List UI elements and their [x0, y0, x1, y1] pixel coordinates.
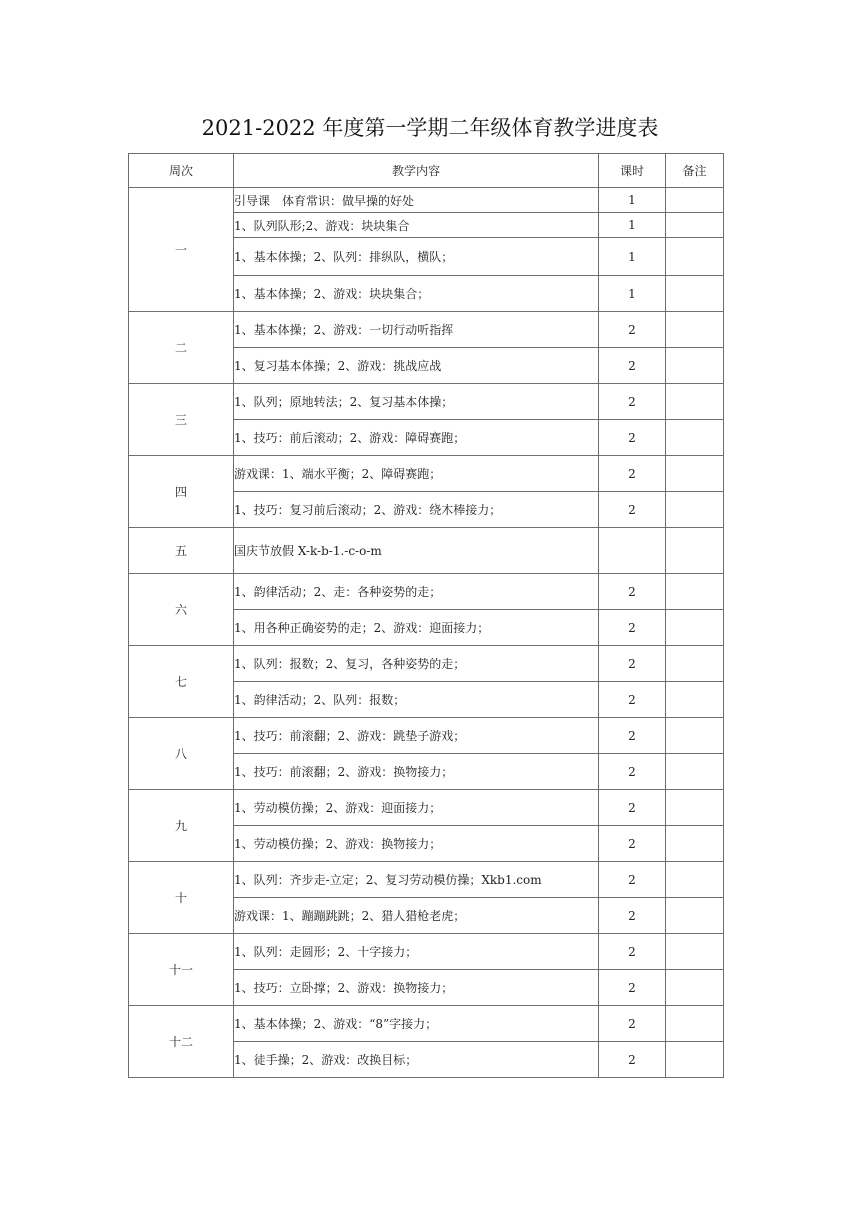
table-row	[129, 528, 724, 574]
hours-cell: 2	[599, 312, 666, 348]
note-cell	[666, 646, 724, 682]
table-row	[129, 456, 724, 492]
hours-cell: 2	[599, 970, 666, 1006]
week-cell: 三	[129, 384, 234, 456]
hours-cell: 2	[599, 718, 666, 754]
note-cell	[666, 610, 724, 646]
content-cell: 1、韵律活动；2、队列：报数；	[234, 682, 599, 718]
hours-cell: 2	[599, 1006, 666, 1042]
content-cell: 1、技巧：前滚翻；2、游戏：换物接力；	[234, 754, 599, 790]
week-cell: 二	[129, 312, 234, 384]
note-cell	[666, 238, 724, 276]
note-cell	[666, 682, 724, 718]
hours-cell: 2	[599, 754, 666, 790]
table-row	[129, 188, 724, 213]
hours-cell: 1	[599, 188, 666, 213]
content-cell: 1、劳动模仿操；2、游戏：换物接力；	[234, 826, 599, 862]
week-cell: 八	[129, 718, 234, 790]
note-cell	[666, 188, 724, 213]
hours-cell: 2	[599, 682, 666, 718]
note-cell	[666, 970, 724, 1006]
note-cell	[666, 384, 724, 420]
content-cell: 1、队列队形;2、游戏：块块集合	[234, 213, 599, 238]
header-note: 备注	[666, 154, 724, 188]
content-cell: 1、基本体操；2、游戏：“8”字接力；	[234, 1006, 599, 1042]
note-cell	[666, 1006, 724, 1042]
content-cell: 1、技巧：立卧撑；2、游戏：换物接力；	[234, 970, 599, 1006]
content-cell: 1、技巧：复习前后滚动；2、游戏：绕木棒接力；	[234, 492, 599, 528]
content-cell: 1、基本体操；2、游戏：一切行动听指挥	[234, 312, 599, 348]
hours-cell: 2	[599, 420, 666, 456]
week-cell: 十一	[129, 934, 234, 1006]
schedule-table	[128, 153, 724, 1078]
note-cell	[666, 348, 724, 384]
table-row	[129, 790, 724, 826]
note-cell	[666, 790, 724, 826]
note-cell	[666, 826, 724, 862]
content-cell: 1、队列；原地转法；2、复习基本体操；	[234, 384, 599, 420]
hours-cell: 2	[599, 934, 666, 970]
note-cell	[666, 456, 724, 492]
content-cell: 1、基本体操；2、队列：排纵队，横队；	[234, 238, 599, 276]
hours-cell: 1	[599, 238, 666, 276]
content-cell: 1、基本体操；2、游戏：块块集合；	[234, 276, 599, 312]
hours-cell: 2	[599, 862, 666, 898]
week-cell: 九	[129, 790, 234, 862]
note-cell	[666, 1042, 724, 1078]
hours-cell: 2	[599, 456, 666, 492]
hours-cell: 1	[599, 213, 666, 238]
hours-cell: 2	[599, 790, 666, 826]
note-cell	[666, 718, 724, 754]
hours-cell: 2	[599, 898, 666, 934]
note-cell	[666, 754, 724, 790]
note-cell	[666, 574, 724, 610]
week-cell: 五	[129, 528, 234, 574]
table-row	[129, 384, 724, 420]
note-cell	[666, 276, 724, 312]
content-cell: 游戏课：1、端水平衡；2、障碍赛跑；	[234, 456, 599, 492]
hours-cell: 1	[599, 276, 666, 312]
table-row	[129, 718, 724, 754]
hours-cell: 2	[599, 384, 666, 420]
hours-cell: 2	[599, 610, 666, 646]
week-cell: 十	[129, 862, 234, 934]
table-row	[129, 1006, 724, 1042]
header-content: 教学内容	[234, 154, 599, 188]
page-title: 2021-2022 年度第一学期二年级体育教学进度表	[201, 116, 659, 140]
header-hours: 课时	[599, 154, 666, 188]
content-cell: 1、徒手操；2、游戏：改换目标；	[234, 1042, 599, 1078]
content-cell: 1、队列：走圆形；2、十字接力；	[234, 934, 599, 970]
week-cell: 十二	[129, 1006, 234, 1078]
hours-cell: 2	[599, 574, 666, 610]
week-cell: 四	[129, 456, 234, 528]
content-cell: 1、用各种正确姿势的走；2、游戏：迎面接力；	[234, 610, 599, 646]
week-cell: 七	[129, 646, 234, 718]
content-cell: 1、技巧：前后滚动；2、游戏：障碍赛跑；	[234, 420, 599, 456]
content-cell: 1、复习基本体操；2、游戏：挑战应战	[234, 348, 599, 384]
header-week: 周次	[129, 154, 234, 188]
hours-cell: 2	[599, 1042, 666, 1078]
hours-cell: 2	[599, 492, 666, 528]
hours-cell: 2	[599, 646, 666, 682]
note-cell	[666, 528, 724, 574]
note-cell	[666, 492, 724, 528]
table-row	[129, 934, 724, 970]
content-cell: 1、韵律活动；2、走：各种姿势的走；	[234, 574, 599, 610]
note-cell	[666, 213, 724, 238]
content-cell: 1、技巧：前滚翻；2、游戏：跳垫子游戏；	[234, 718, 599, 754]
note-cell	[666, 898, 724, 934]
content-cell: 游戏课：1、蹦蹦跳跳；2、猎人猎枪老虎；	[234, 898, 599, 934]
week-cell: 一	[129, 188, 234, 312]
content-cell: 国庆节放假 X-k-b-1.-c-o-m	[234, 528, 599, 574]
content-cell: 引导课 体育常识：做早操的好处	[234, 188, 599, 213]
header-row	[129, 154, 724, 188]
table-row	[129, 574, 724, 610]
table-row	[129, 646, 724, 682]
note-cell	[666, 420, 724, 456]
hours-cell: 2	[599, 826, 666, 862]
content-cell: 1、劳动模仿操；2、游戏：迎面接力；	[234, 790, 599, 826]
hours-cell: 2	[599, 348, 666, 384]
note-cell	[666, 312, 724, 348]
table-row	[129, 312, 724, 348]
content-cell: 1、队列：齐步走-立定；2、复习劳动模仿操；Xkb1.com	[234, 862, 599, 898]
hours-cell	[599, 528, 666, 574]
note-cell	[666, 862, 724, 898]
week-cell: 六	[129, 574, 234, 646]
content-cell: 1、队列：报数；2、复习，各种姿势的走；	[234, 646, 599, 682]
table-row	[129, 862, 724, 898]
note-cell	[666, 934, 724, 970]
